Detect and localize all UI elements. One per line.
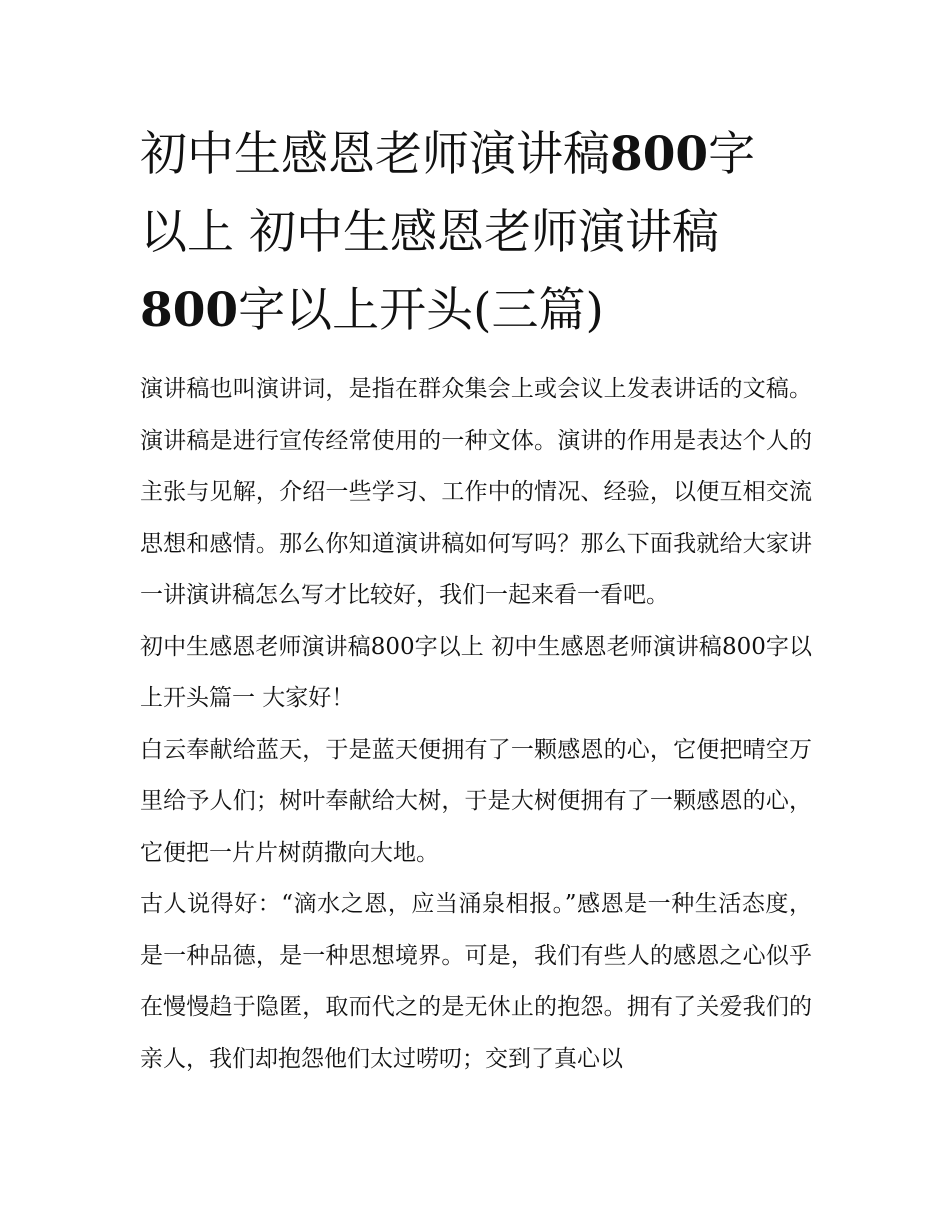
title-line-2: 以上 初中生感恩老师演讲稿 — [140, 205, 719, 260]
paragraph-intro: 演讲稿也叫演讲词，是指在群众集会上或会议上发表讲话的文稿。演讲稿是进行宣传经常使用的一种文体。演讲的作用是表达个人的主张与见解，介绍一些学习、工作中的情况、经验，以便互相交流思想和感情。那么你知道演讲稿如何写吗？那么下面我就给大家讲一讲演讲稿怎么写才比较好，我们一起来看一看吧。 — [140, 376, 812, 608]
paragraph-ancient-saying: 古人说得好：“滴水之恩，应当涌泉相报。”感恩是一种生活态度，是一种品德，是一种思想境界。可是，我们有些人的感恩之心似乎在慢慢趋于隐匿，取而代之的是无休止的抱怨。拥有了关爱我们的亲人，我们却抱怨他们太过唠叨；交到了真心以 — [140, 891, 812, 1072]
document-title — [140, 116, 812, 350]
title-line-1: 初中生感恩老师演讲稿800字 — [140, 127, 756, 182]
paragraph-white-clouds: 白云奉献给蓝天，于是蓝天便拥有了一颗感恩的心，它便把晴空万里给予人们；树叶奉献给大树，于是大树便拥有了一颗感恩的心，它便把一片片树荫撒向大地。 — [140, 736, 812, 866]
paragraph-section-heading: 初中生感恩老师演讲稿800字以上 初中生感恩老师演讲稿800字以上开头篇一 大家好！ — [140, 633, 812, 711]
title-line-3: 800字以上开头(三篇) — [140, 283, 604, 338]
document-body — [140, 116, 812, 1085]
